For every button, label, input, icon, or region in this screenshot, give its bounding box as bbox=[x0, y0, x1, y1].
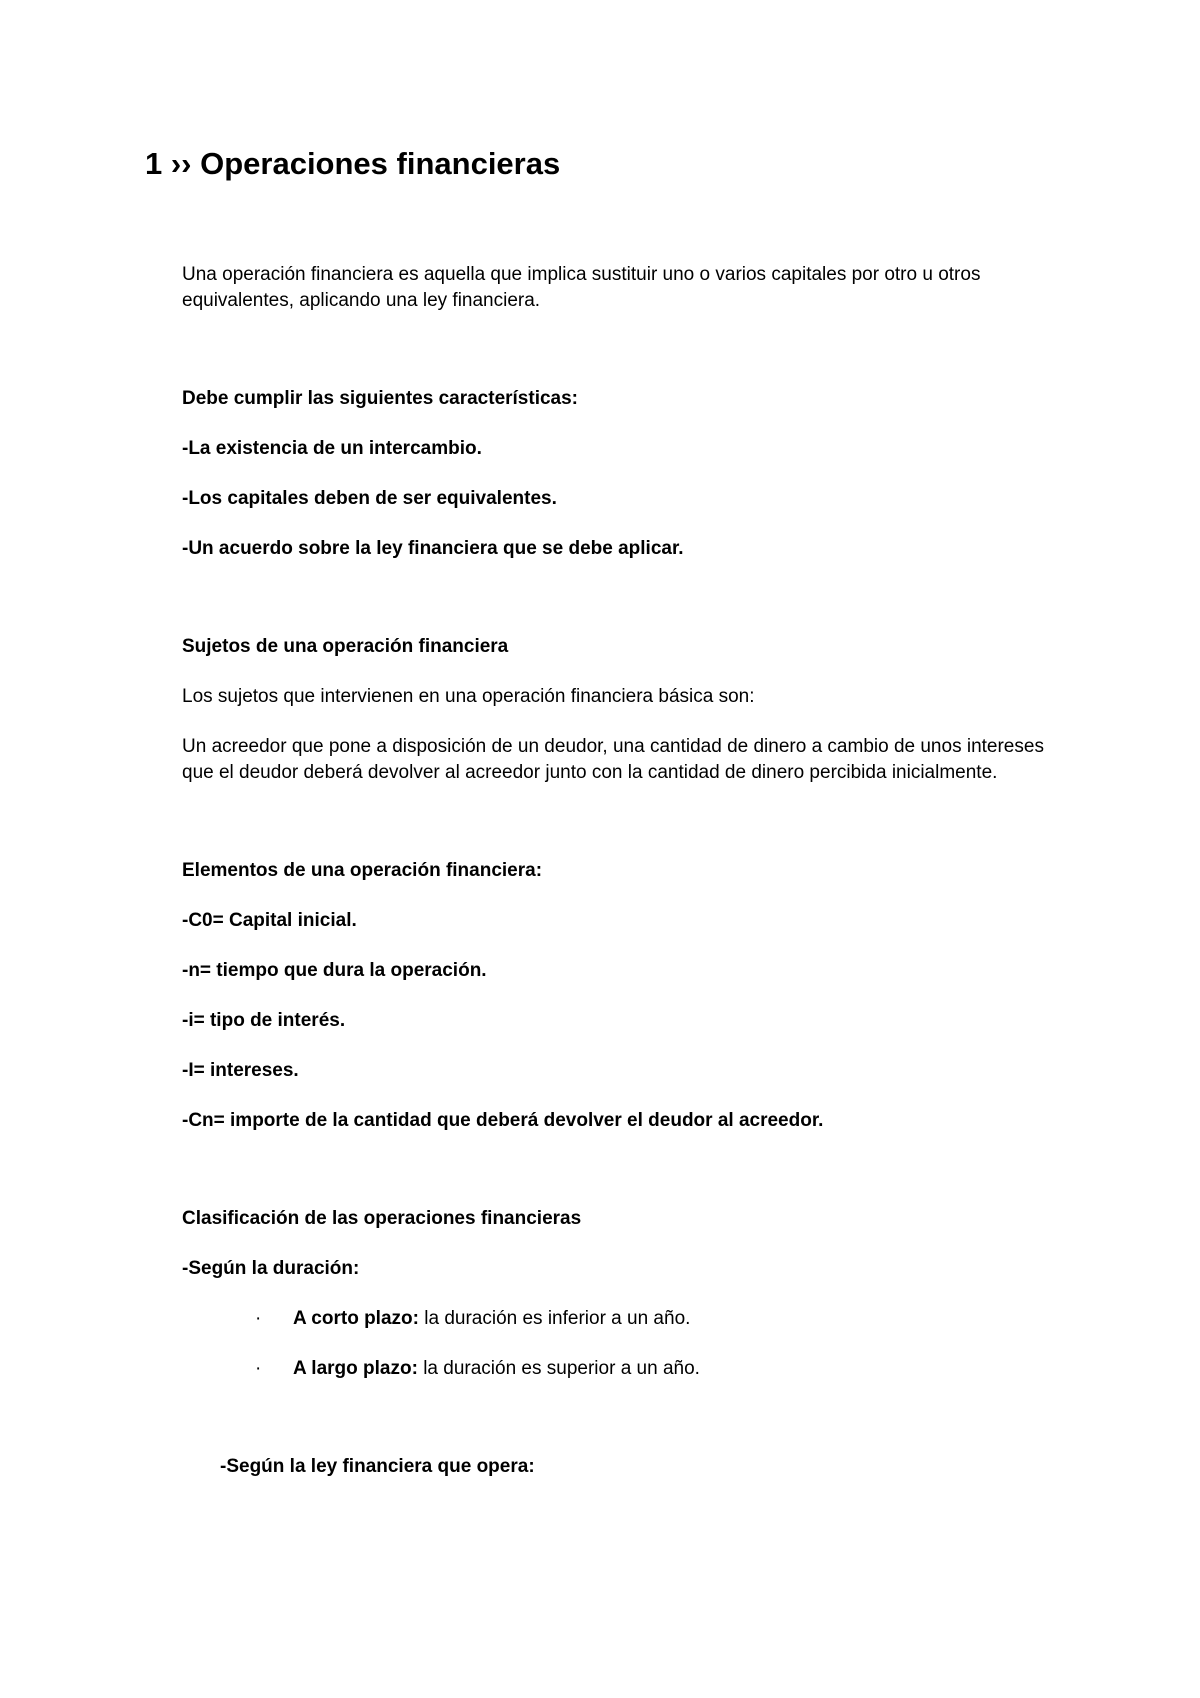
characteristic-item: -Un acuerdo sobre la ley financiera que se debe aplicar. bbox=[182, 538, 684, 559]
duration-term: A largo plazo: bbox=[293, 1358, 418, 1379]
classification-heading: Clasificación de las operaciones financieras bbox=[182, 1208, 582, 1229]
page-title: 1 ›› Operaciones financieras bbox=[145, 146, 561, 181]
law-subheading: -Según la ley financiera que opera: bbox=[220, 1456, 535, 1477]
characteristics-heading: Debe cumplir las siguientes características: bbox=[182, 388, 579, 409]
element-item: -C0= Capital inicial. bbox=[182, 910, 357, 931]
element-item: -Cn= importe de la cantidad que deberá devolver el deudor al acreedor. bbox=[182, 1110, 824, 1131]
duration-text: la duración es superior a un año. bbox=[417, 1358, 700, 1379]
duration-list-item bbox=[182, 1306, 1062, 1332]
element-item: -i= tipo de interés. bbox=[182, 1010, 346, 1031]
duration-list-item bbox=[182, 1356, 1062, 1382]
duration-term: A corto plazo: bbox=[293, 1308, 419, 1329]
bullet-icon: · bbox=[255, 1358, 262, 1379]
characteristic-item: -La existencia de un intercambio. bbox=[182, 438, 482, 459]
subjects-heading: Sujetos de una operación financiera bbox=[182, 636, 509, 657]
bullet-icon: · bbox=[255, 1308, 262, 1329]
element-item: -I= intereses. bbox=[182, 1060, 299, 1081]
elements-heading: Elementos de una operación financiera: bbox=[182, 860, 543, 881]
document-content bbox=[182, 262, 1062, 1480]
characteristic-item: -Los capitales deben de ser equivalentes. bbox=[182, 488, 557, 509]
subjects-body: Un acreedor que pone a disposición de un deudor, una cantidad de dinero a cambio de unos intereses que el deudor deberá devolver al acreedor junto con la cantidad de dinero percibida inicialmente. bbox=[182, 736, 1044, 783]
duration-text: la duración es inferior a un año. bbox=[418, 1308, 691, 1329]
element-item: -n= tiempo que dura la operación. bbox=[182, 960, 487, 981]
intro-paragraph: Una operación financiera es aquella que implica sustituir uno o varios capitales por otro u otros equivalentes, aplicando una ley financiera. bbox=[182, 264, 981, 311]
subjects-lead: Los sujetos que intervienen en una operación financiera básica son: bbox=[182, 686, 755, 707]
duration-subheading: -Según la duración: bbox=[182, 1258, 360, 1279]
